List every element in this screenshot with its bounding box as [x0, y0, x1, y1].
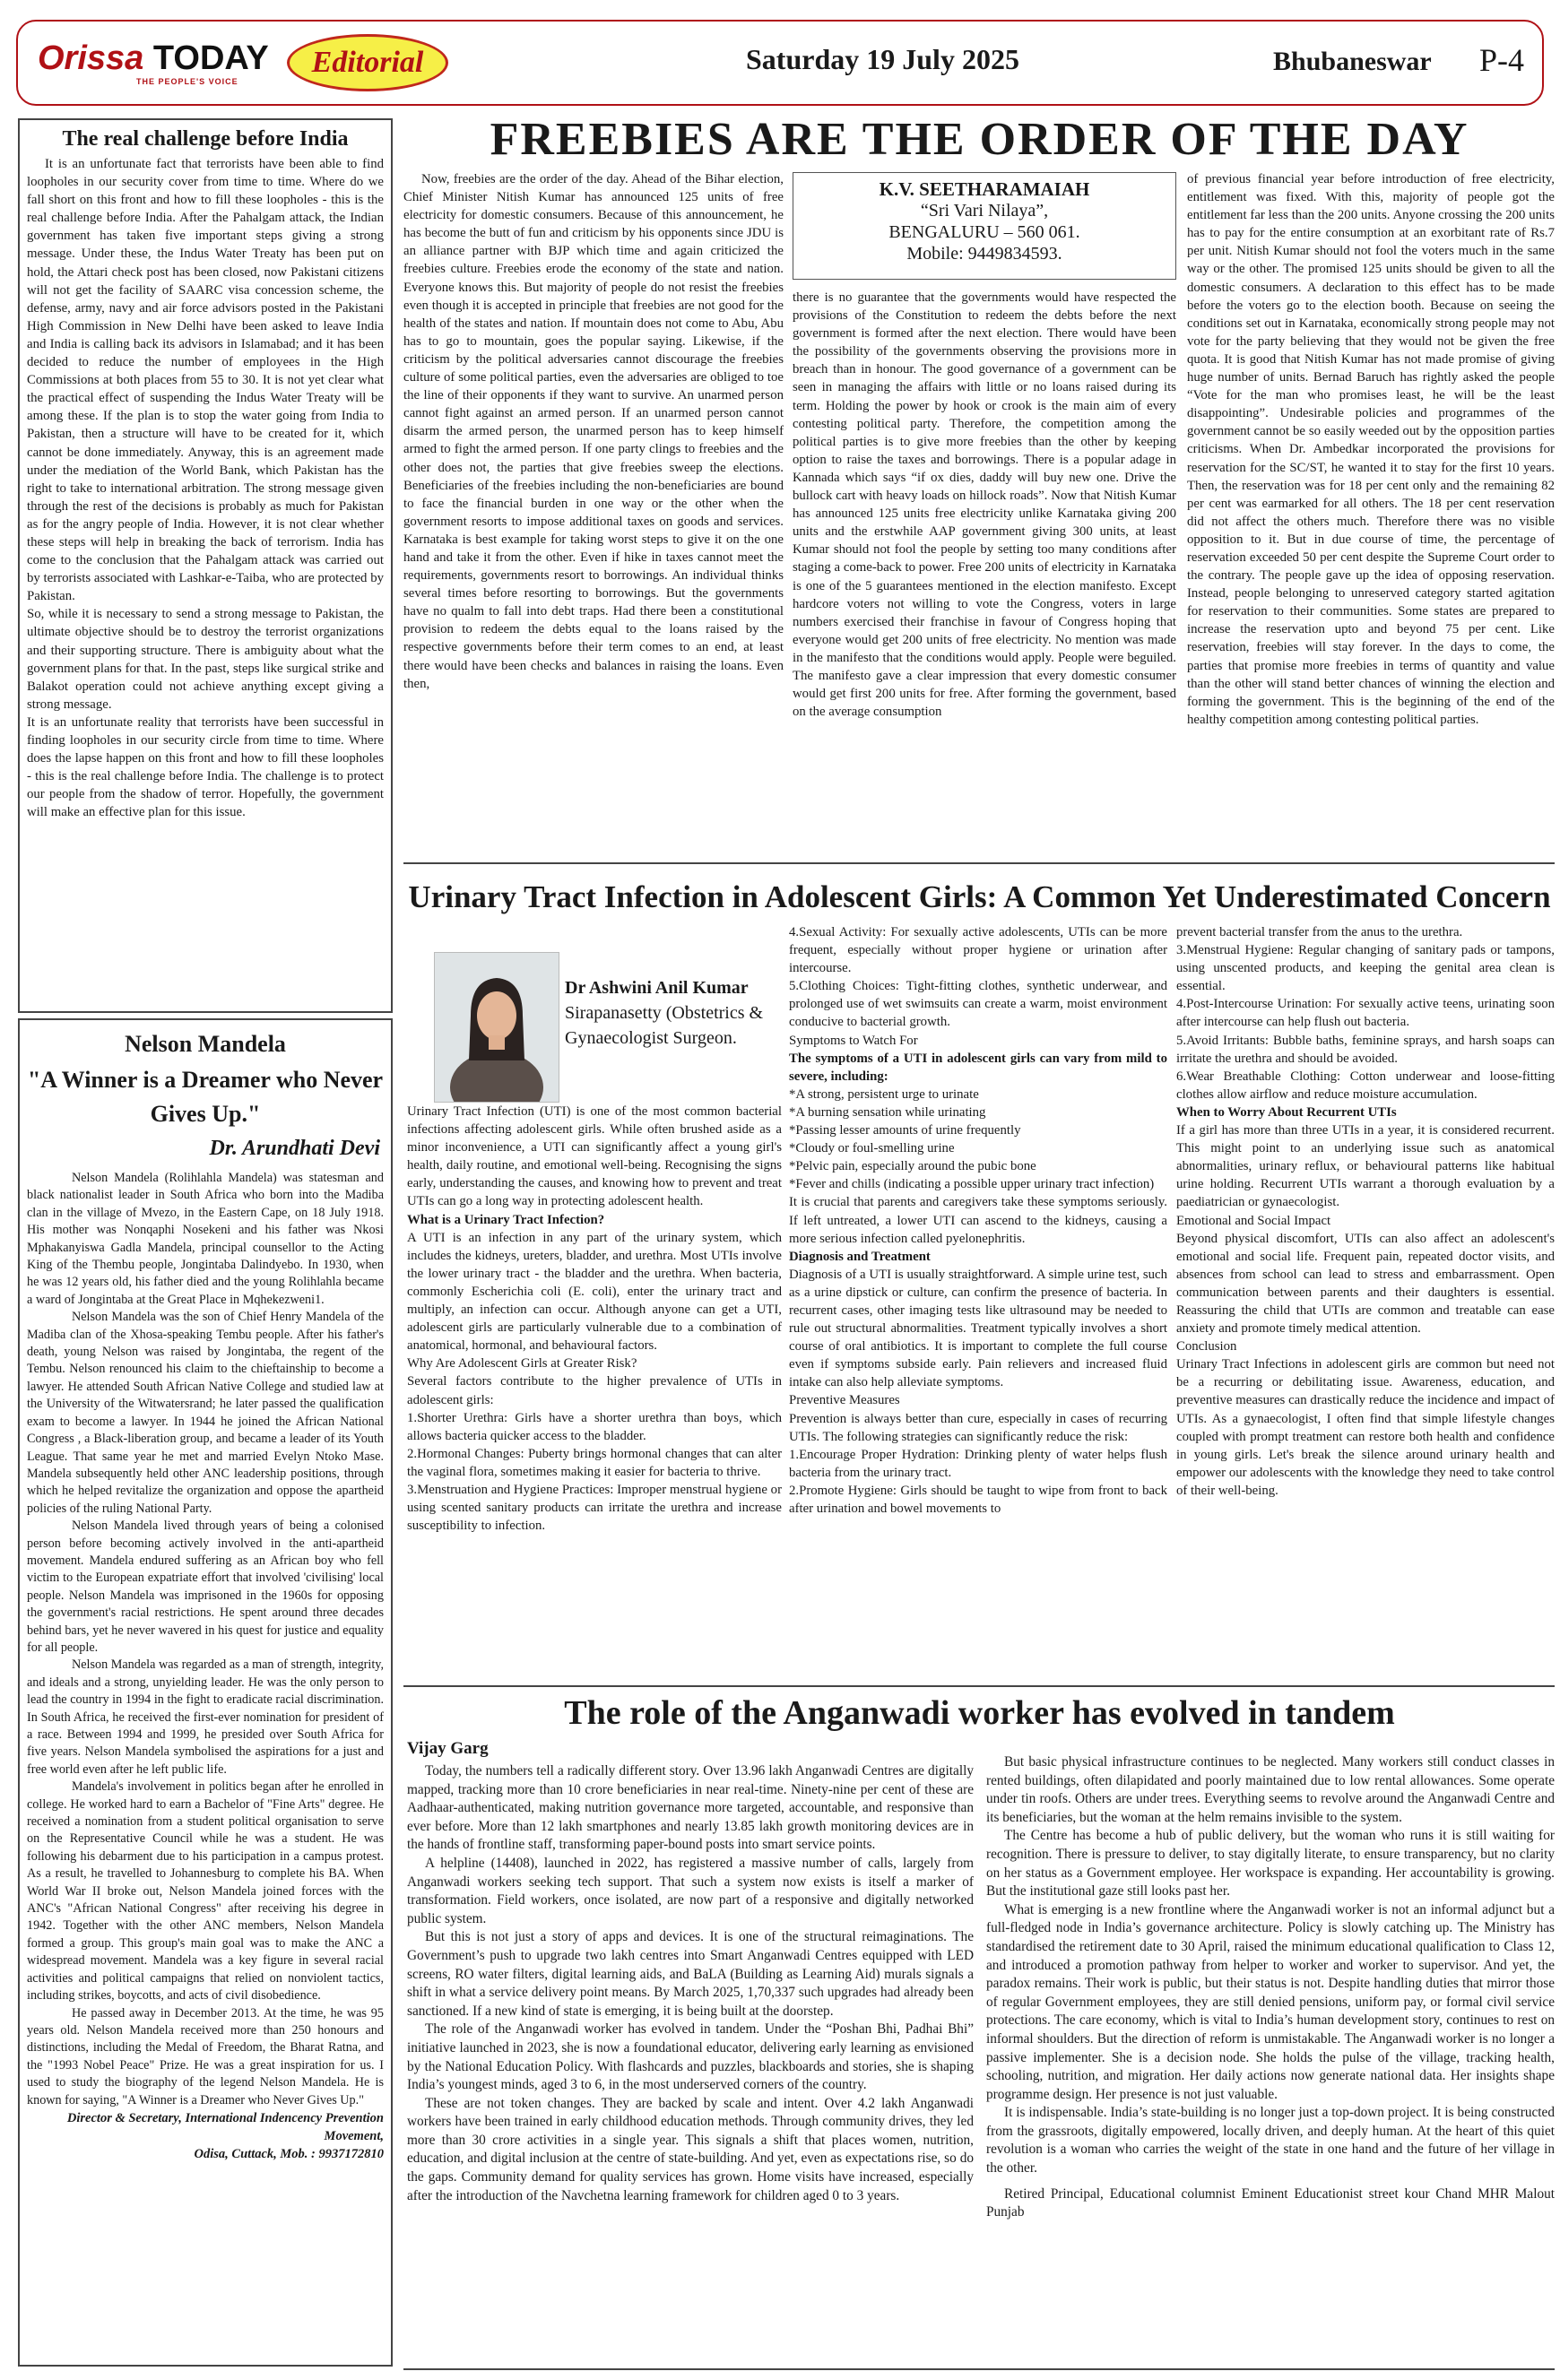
author-box	[793, 172, 1176, 280]
article-author: Dr. Arundhati Devi	[209, 1137, 380, 1160]
paragraph: Urinary Tract Infection (UTI) is one of the most common bacterial infections affecting adolescent girls. While often brushed aside as a minor inconvenience, a UTI can significantly affect a young girl's health, daily routine, and emotional well-being. Recognising the signs early, understanding the causes, and knowing how to prevent and treat UTIs can go a long way in protecting adolescent health.	[407, 1104, 782, 1209]
paragraph: A UTI is an infection in any part of the urinary system, which includes the kidneys, ureters, bladder, and urethra. Most UTIs involve the lower urinary tract - the bladder and the urethra. When bacteria, commonly Escherichia coli (E. coli), enter the urinary tract and multiply, an infection can occur. Although anyone can get a UTI, adolescent girls are particularly vulnerable due to a combination of anatomical, hormonal, and behavioural factors.	[407, 1230, 782, 1354]
symptom-item: *A strong, persistent urge to urinate	[789, 1086, 979, 1102]
freebies-column-3	[1187, 170, 1555, 852]
article-title-anganwadi: The role of the Anganwadi worker has evolved in tandem	[564, 1694, 1395, 1732]
paragraph: The role of the Anganwadi worker has evolved in tandem. Under the “Poshan Bhi, Padhai Bhi” initiative launched in 2023, she is now a foundational educator, delivering early learning as envisioned by the National Education Policy. With flashcards and puzzles, blackboards and stories, she is shaping India’s youngest minds, aged 3 to 6, in the most underserved corners of the country.	[407, 2021, 974, 2093]
section-badge: Editorial	[287, 34, 448, 91]
freebies-column-2	[793, 289, 1176, 852]
paragraph: Diagnosis of a UTI is usually straightforward. A simple urine test, such as a urine dipstick or culture, can confirm the presence of bacteria. In recurrent cases, other imaging tests like ultrasound may be needed to rule out structural abnormalities. Treatment typically involves a short course of oral antibiotics. It is important to complete the full course even if symptoms subside early. Pain relievers and increased fluid intake can also help alleviate symptoms.	[789, 1267, 1167, 1390]
paragraph: What is emerging is a new frontline where the Anganwadi worker is not an informal adjunct but a full-fledged node in India’s governance architecture. Policy is slowly catching up. The Ministry has standardised the retirement date to 30 April, raised the minimum educational qualification to Class 12, and introduced a promotion pathway from helper to worker and worker to supervisor. And yet, the paradox remains. Their work is public, but their status is not. Despite handling duties that mirror those of regular Government employees, they are still denied pensions, uniform pay, or formal civil service protections. The care economy, which is vital to India’s human development story, continues to rest on informal shoulders. But the direction of reform is unmistakable. The Anganwadi worker is no longer a passive implementer. She is a decision node. She holds the pulse of the village, tracking health, schooling, nutrition, and migration. Her daily actions now generate national data. Her insights shape programme design. Her presence is not just valuable.	[986, 1901, 1555, 2102]
subheading: Symptoms to Watch For	[789, 1033, 918, 1048]
uti-column-3	[1176, 923, 1555, 1685]
logo-orissa: Orissa	[38, 39, 144, 77]
freebies-column-1	[403, 170, 784, 852]
paragraph: Prevention is always better than cure, especially in cases of recurring UTIs. The following strategies can significantly reduce the risk:	[789, 1411, 1167, 1444]
author-mobile: Mobile: 9449834593.	[906, 244, 1062, 264]
paragraph: But basic physical infrastructure continues to be neglected. Many workers still conduct classes in rented buildings, often dilapidated and poorly maintained due to low rental allowances. Some operate under tin roofs. Others are under trees. Everything seems to revolve around the Anganwadi Centre and its beneficiaries, but the woman at the helm remains invisible to the system.	[986, 1754, 1555, 1825]
subheading: What is a Urinary Tract Infection?	[407, 1212, 605, 1227]
list-item: 2.Promote Hygiene: Girls should be taught to wipe from front to back after urination and bowel movements to	[789, 1483, 1167, 1516]
author-name: K.V. SEETHARAMAIAH	[879, 178, 1090, 200]
symptom-item: *Passing lesser amounts of urine frequently	[789, 1123, 1021, 1138]
article-title: The real challenge before India	[62, 127, 349, 151]
list-item: 1.Shorter Urethra: Girls have a shorter urethra than boys, which allows bacteria quicker access to the bladder.	[407, 1410, 782, 1443]
paragraph: prevent bacterial transfer from the anus to the urethra.	[1176, 925, 1463, 939]
list-item: 5.Clothing Choices: Tight-fitting clothes, synthetic underwear, and prolonged use of wet swimsuits can create a warm, moist environment conducive to bacterial growth.	[789, 979, 1167, 1030]
author-contact: Odisa, Cuttack, Mob. : 9937172810	[194, 2146, 384, 2161]
anganwadi-column-1	[407, 1762, 974, 2372]
paragraph: If a girl has more than three UTIs in a year, it is considered recurrent. This might point to an underlying issue such as anatomical abnormalities, urinary reflux, or behavioural patterns like habitual urine holding. Recurrent UTIs warrant a thorough evaluation by a paediatrician or gynaecologist.	[1176, 1123, 1555, 1210]
subheading: Preventive Measures	[789, 1393, 900, 1408]
uti-column-2	[789, 923, 1167, 1685]
list-item: 1.Encourage Proper Hydration: Drinking plenty of water helps flush bacteria from the urinary tract.	[789, 1447, 1167, 1480]
symptom-item: *Cloudy or foul-smelling urine	[789, 1141, 955, 1156]
bottom-rule	[403, 2368, 1555, 2370]
paragraph: Nelson Mandela lived through years of being a colonised person before becoming actively involved in the anti-apartheid movement. Mandela endured suffering as an African boy who fell victim to the European expatriate effort that involved 'civilising' local people. Nelson Mandela was imprisoned in the 1960s for opposing the government's racial restrictions. He spent around three decades behind bars, yet he never wavered in his quest for justice and equality for all people.	[27, 1519, 384, 1655]
anganwadi-column-2	[986, 1753, 1555, 2372]
logo	[38, 39, 269, 86]
paragraph: He passed away in December 2013. At the time, he was 95 years old. Nelson Mandela received more than 250 honours and distinctions, including the Medal of Freedom, the Bharat Ratna, and the "1993 Nobel Peace" Prize. He was a great inspiration for us. I used to study the biography of the legend Nelson Mandela. He is known for saying, "A Winner is a Dreamer who Never Gives Up."	[27, 2005, 384, 2107]
paragraph: of previous financial year before introduction of free electricity, entitlement was fixed. With this, majority of people got the entitlement far less than the 200 units. Anyone crossing the 200 units has to pay for the entire consumption at an exorbitant rate of Rs.7 per unit. Nitish Kumar should not fool the voters much in the same way or the other. The promised 125 units should be given to all the domestic consumers. A declaration to this effect has to be made before the voters go to the election booth. Because on seeing the conditions set out in Karnataka, economically strong people may not vote for the party believing that they would not be given the free quota. It is good that Nitish Kumar has not made promise of giving huge number of units. Bernad Baruch has rightly asked the people “Vote for the man who promises least, he will be the least disappointing”. Undesirable policies and programmes of the government cannot be so easily weeded out by the opposition parties criticisms. When Dr. Ambedkar incorporated the provisions for reservation for the SC/ST, he wanted it to stay for the first 10 years. Then, the reservation was for 18 per cent only and the remaining 82 per cent was earmarked for all others. The 18 per cent reservation did not affect the others much. Therefore there was no visible opposition to it. But in due course of time, the percentage of reservation exceeded 50 per cent despite the Supreme Court order to the contrary. The people gave up the idea of opposing reservation. Instead, people belonging to unreserved category started agitation for reservation to their communities. Some states are prepared to increase the reservation upto and beyond 75 per cent. Like reservation, freebies will stay forever. In the days to come, the parties that promise more freebies in terms of quantity and value than the other will stand better chances of winning the election and forming the government. This is the beginning of the end of the healthy competition among contesting political parties.	[1187, 172, 1555, 727]
author-role: Sirapanasetty (Obstetrics & Gynaecologist Surgeon.	[565, 1003, 764, 1048]
author-name: Dr Ashwini Anil Kumar	[565, 978, 749, 998]
subheading: Emotional and Social Impact	[1176, 1213, 1331, 1228]
symptom-item: *Pelvic pain, especially around the pubic bone	[789, 1159, 1036, 1174]
paragraph: Mandela's involvement in politics began after he enrolled in college. He worked hard to earn a Bachelor of "Fine Arts" degree. He received a nomination from a student political organisation to serve on the Representative Council while he was a student. He was following his debarment due to his participation in a campus protest. As a result, he travelled to Johannesburg to complete his BA. When World War II broke out, Nelson Mandela joined forces with the ANC's "African National Congress" after receiving his degree in 1942. Together with the other ANC members, Nelson Mandela formed a group. This group's main goal was to make the ANC a widespread movement. Mandela was a key figure in several racial activities and political campaigns that relied on nonviolent tactics, including strikes, boycotts, and acts of civil disobedience.	[27, 1779, 384, 2004]
symptom-item: *Fever and chills (indicating a possible upper urinary tract infection)	[789, 1177, 1155, 1192]
paragraph: Now, freebies are the order of the day. Ahead of the Bihar election, Chief Minister Nitish Kumar has announced 125 units of free electricity for domestic consumers. Because of this announcement, he has become the butt of fun and criticism by his opponents since JDU is an alliance partner with BJP which time and again criticized the freebies culture. Freebies erode the economy of the state and nation. Everyone knows this. But majority of people do not resist the freebies even though it is accepted in principle that freebies are not good for the health of the states and nation. If mountain does not come to Abu, Abu has to go to mountain, goes the popular saying. Likewise, if the criticism by the political adversaries cannot discourage the freebies culture of some political parties, even the adversaries are obliged to toe the line of their opponents if they want to survive. An unarmed person cannot fight against an armed person. If an unarmed person cannot disarm the armed person, the unarmed person has to keep himself armed to fight the armed person. If one party clings to freebies and the other does not, the parties that give freebies sweep the elections. Beneficiaries of the freebies including the non-beneficiaries are bound to face the financial burden in one way or the other when the government resorts to impose additional taxes on goods and services. Karnataka is best example for taking worst steps to give it on the one hand and take it from the other. Even if hike in taxes cannot meet the requirements, governments resort to borrowings. An individual thinks several times before resorting to borrowings. But the governments have no qualm to fall into debt traps. Had there been a constitutional provision to redeem the debts equal to the loans raised by the respective governments before their term comes to an end, at least there would have been checks and balances in raising the loans. Even then,	[403, 172, 784, 691]
article-title-uti: Urinary Tract Infection in Adolescent Girls: A Common Yet Underestimated Concern	[408, 879, 1551, 914]
divider	[403, 862, 1555, 864]
list-item: 2.Hormonal Changes: Puberty brings hormonal changes that can alter the vaginal flora, sometimes making it easier for bacteria to thrive.	[407, 1446, 782, 1479]
author-designation: Director & Secretary, International Indencency Prevention Movement,	[66, 2110, 384, 2143]
paragraph: These are not token changes. They are backed by scale and intent. Over 4.2 lakh Anganwadi workers have been trained in early childhood education methods. Through community drives, they led more than 30 crore activities in a single year. This signals a shift that places women, nutrition, education, and digital inclusion at the centre of state-building. And yet, even as expectations rise, so do the gaps. Community demand for quality services has grown. Home visits have increased, especially after the introduction of the Navchetna learning framework for children aged 0 to 3 years.	[407, 2095, 974, 2203]
paragraph: Beyond physical discomfort, UTIs can also affect an adolescent's emotional and social life. Frequent pain, repeated doctor visits, and absences from school can lead to stress and embarrassment. Open communication between parents and their daughters is essential. Reassuring the child that UTIs are common and treatable can ease anxiety and promote timely medical attention.	[1176, 1231, 1555, 1337]
list-item: 3.Menstrual Hygiene: Regular changing of sanitary pads or tampons, using unscented products, and keeping the genital area clean is essential.	[1176, 943, 1555, 994]
author-credit	[565, 975, 780, 1051]
logo-tagline: THE PEOPLE'S VOICE	[136, 77, 238, 86]
article-title-freebies: FREEBIES ARE THE ORDER OF THE DAY	[490, 114, 1469, 165]
article-subtitle: "A Winner is a Dreamer who Never Gives Up."	[27, 1067, 384, 1127]
article-title: Nelson Mandela	[125, 1031, 286, 1057]
author-address-2: BENGALURU – 560 061.	[888, 222, 1080, 242]
paragraph: The Centre has become a hub of public delivery, but the woman who runs it is still waiting for recognition. There is pressure to deliver, to stay digitally literate, to ensure transparency, but no clarity on her status as a Government employee. Her workspace is expanding. Her accountability is growing. But the institutional gaze still looks past her.	[986, 1828, 1555, 1900]
subheading: The symptoms of a UTI in adolescent girls can vary from mild to severe, including:	[789, 1051, 1167, 1084]
paragraph: It is an unfortunate fact that terrorists have been able to find loopholes in our security cover from time to time. Where do we fall short on this front and how to fill these loopholes - this is the real challenge before India. After the Pahalgam attack, the Indian government has taken five important steps giving a strong message. Under these, the Indus Water Treaty has been put on hold, the Attari check post has been closed, now Pakistani citizens will not get the facility of SAARC visa concession scheme, the defense, army, navy and air force advisors posted in the Pakistani High Commission in New Delhi have been asked to leave India and India is calling back its advisors in Islamabad; and it has been decided to reduce the number of employees in the High Commissions at both places from 55 to 30. It is not yet clear what the practical effect of suspending the Indus Water Treaty will be among these. If the plan is to stop the water going from India to Pakistan, then a structure will have to be created for it, which cannot be done immediately. Anyway, this is an agreement made under the mediation of the World Bank, which Pakistan has the right to take to international arbitration. The strong message given through the rest of the decisions is probably as much for Pakistan as for the angry people of India. However, it is not clear whether these steps will help in breaking the back of terrorism. India has come to the conclusion that the Pahalgam attack was carried out by terrorists associated with Lashkar-e-Taiba, who are protected by Pakistan.	[27, 157, 384, 604]
uti-column-1	[407, 1103, 782, 1685]
paragraph: there is no guarantee that the governments would have respected the provisions of the Constitution to redeem the debts before the next government is formed after the next election. There would have been the possibility of the governments observing the provisions more in breach than in honour. The good governance of a government can be seen in managing the affairs with little or no loans raised during its term. Holding the power by hook or crook is the main aim of every contesting political party. Therefore, the competition among the political parties is to give more freebies than the other by keeping option to raise the taxes and borrowings. There is a popular adage in Kannada which says “if ox dies, daddy will buy new one. Drive the bullock cart with heavy loads on hillock roads”. Now that Nitish Kumar has announced 125 units free electricity unlike Karnataka giving 200 units and the erstwhile AAP government giving 300 units, at least Kumar should not fool the people by setting too many conditions after staging a come-back to power. Free 200 units of electricity in Karnataka is one of the 5 guarantees mentioned in the election manifesto. Except hardcore voters not willing to vote the Congress, voters in large numbers exercised their franchise in favour of Congress hoping that everyone would get 200 units of free electricity. No mention was made in the manifesto that the conditions would apply. People were beguiled. The manifesto gave a clear impression that every domestic consumer would get first 200 units for free. After forming the government, based on the average consumption	[793, 290, 1176, 720]
paragraph: Today, the numbers tell a radically different story. Over 13.96 lakh Anganwadi Centres are digitally mapped, tracking more than 10 crore beneficiaries in near real-time. Ninety-nine per cent of these are Aadhaar-authenticated, making nutrition governance more targeted, accountable, and responsive than ever before. More than 12 lakh smartphones and nearly 13.85 lakh growth monitoring devices are in the hands of frontline staff, transforming paper-bound posts into smart service points.	[407, 1763, 974, 1853]
subheading: Conclusion	[1176, 1339, 1237, 1354]
list-item: 6.Wear Breathable Clothing: Cotton underwear and loose-fitting clothes allow airflow and reduce moisture accumulation.	[1176, 1069, 1555, 1102]
paragraph: So, while it is necessary to send a strong message to Pakistan, the ultimate objective should be to destroy the terrorist organizations and their supporting structure. There is ambiguity about what the government plans for that. In the past, steps like surgical strike and Balakot operation could not achieve anything except giving a strong message.	[27, 607, 384, 712]
page-number: P-4	[1479, 42, 1525, 78]
paragraph: Nelson Mandela (Rolihlahla Mandela) was statesman and black nationalist leader in South Africa who born into the Madiba clan in the village of Mvezo, in the Eastern Cape, on 18 July 1918. His mother was Nonqaphi Nosekeni and his father was Nkosi Mphakanyiswa Gadla Mandela, principal counsellor to the Acting King of the Thembu people, Jongintaba Dalindyebo. In 1930, when he was 12 years old, his father died and the young Rolihlahla became a ward of Jongintaba at the Great Place in Mqhekezweni1.	[27, 1171, 384, 1307]
masthead	[16, 20, 1544, 106]
article-real-challenge	[18, 118, 393, 1013]
subheading: When to Worry About Recurrent UTIs	[1176, 1104, 1397, 1120]
list-item: 4.Post-Intercourse Urination: For sexually active teens, urinating soon after intercourse can help flush out bacteria.	[1176, 997, 1555, 1030]
edition-city: Bhubaneswar	[1273, 47, 1432, 76]
list-item: 5.Avoid Irritants: Bubble baths, feminine sprays, and harsh soaps can irritate the urethra and should be avoided.	[1176, 1033, 1555, 1066]
author-photo	[434, 952, 559, 1103]
paragraph: A helpline (14408), launched in 2022, has registered a massive number of calls, largely from Anganwadi workers seeking tech support. That such a system now exists is itself a marker of transformation. Field workers, once isolated, are now part of a responsive and digitally networked public system.	[407, 1855, 974, 1926]
paragraph: Urinary Tract Infections in adolescent girls are common but need not be a recurring or debilitating issue. Awareness, education, and preventive measures can drastically reduce the incidence and impact of UTIs. As a gynaecologist, I often find that simple lifestyle changes coupled with prompt treatment can restore both health and confidence in young girls. Let's break the silence around urinary health and empower our adolescents with the knowledge they need to take control of their well-being.	[1176, 1357, 1555, 1498]
paragraph: It is an unfortunate reality that terrorists have been successful in finding loopholes in our security circle from time to time. Where does the lapse happen on this front and how to fill these loopholes - this is the real challenge before India. The challenge is to protect our people from the shadow of terror. Hopefully, the government will make an effective plan for this issue.	[27, 714, 384, 820]
paragraph: But this is not just a story of apps and devices. It is one of the structural reimaginations. The Government’s push to upgrade two lakh centres into Smart Anganwadi Centres equipped with LED screens, RO water filters, digital learning aids, and BaLA (Building as Learning Aid) murals signals a shift in what a service delivery point means. By March 2025, 1,70,337 such upgrades had already been sanctioned. If a new kind of state is emerging, it is being built at the doorstep.	[407, 1929, 974, 2019]
list-item: 4.Sexual Activity: For sexually active adolescents, UTIs can be more frequent, especially without proper hygiene or urination after intercourse.	[789, 925, 1167, 976]
article-author: Vijay Garg	[407, 1739, 489, 1758]
list-item: 3.Menstruation and Hygiene Practices: Improper menstrual hygiene or using scented sanitary products can irritate the urethra and increase susceptibility to infection.	[407, 1482, 782, 1534]
subheading: Diagnosis and Treatment	[789, 1249, 931, 1264]
article-nelson-mandela	[18, 1018, 393, 2367]
subheading: Why Are Adolescent Girls at Greater Risk?	[407, 1356, 637, 1372]
paragraph: Nelson Mandela was the son of Chief Henry Mandela of the Madiba clan of the Xhosa-speaking Tembu people. After his father's death, young Nelson was raised by Jongintaba, the regent of the Tembu. Nelson renounced his claim to the chieftainship to become a lawyer. He attended South African Native College and studied law at the University of the Witwatersrand; he later passed the qualification exam to become a lawyer. In 1944 he joined the African National Congress , a Black-liberation group, and became a leader of its Youth League. That same year he met and married Evelyn Ntoko Mase. Mandela subsequently held other ANC leadership positions, through which he helped revitalize the organization and oppose the apartheid policies of the ruling National Party.	[27, 1310, 384, 1516]
logo-today: TODAY	[152, 39, 269, 77]
divider	[403, 1685, 1555, 1687]
paragraph: Several factors contribute to the higher prevalence of UTIs in adolescent girls:	[407, 1374, 782, 1407]
paragraph: Nelson Mandela was regarded as a man of strength, integrity, and ideals and a strong, unyielding leader. He was the only person to lead the country in 1994 in the fight to eradicate racial discrimination. In South Africa, he received the first-ever nomination for president of a race. Between 1994 and 1999, he presided over South Africa for five years. Nelson Mandela symbolised the aspirations for a just and free world even after he left public life.	[27, 1657, 384, 1777]
author-footer: Retired Principal, Educational columnist Eminent Educationist street kour Chand MHR Malout Punjab	[986, 2185, 1555, 2220]
author-address-1: “Sri Vari Nilaya”,	[920, 201, 1049, 221]
issue-date: Saturday 19 July 2025	[746, 43, 1019, 75]
paragraph: It is crucial that parents and caregivers take these symptoms seriously. If left untreated, a lower UTI can ascend to the kidneys, causing a more serious infection called pyelonephritis.	[789, 1195, 1167, 1246]
symptom-item: *A burning sensation while urinating	[789, 1104, 986, 1120]
paragraph: It is indispensable. India’s state-building is no longer just a top-down project. It is being constructed from the grassroots, digitally empowered, locally driven, and deeply human. At the heart of this quiet revolution is a woman who carries the weight of the state in one hand and the future of her village in the other.	[986, 2105, 1555, 2177]
